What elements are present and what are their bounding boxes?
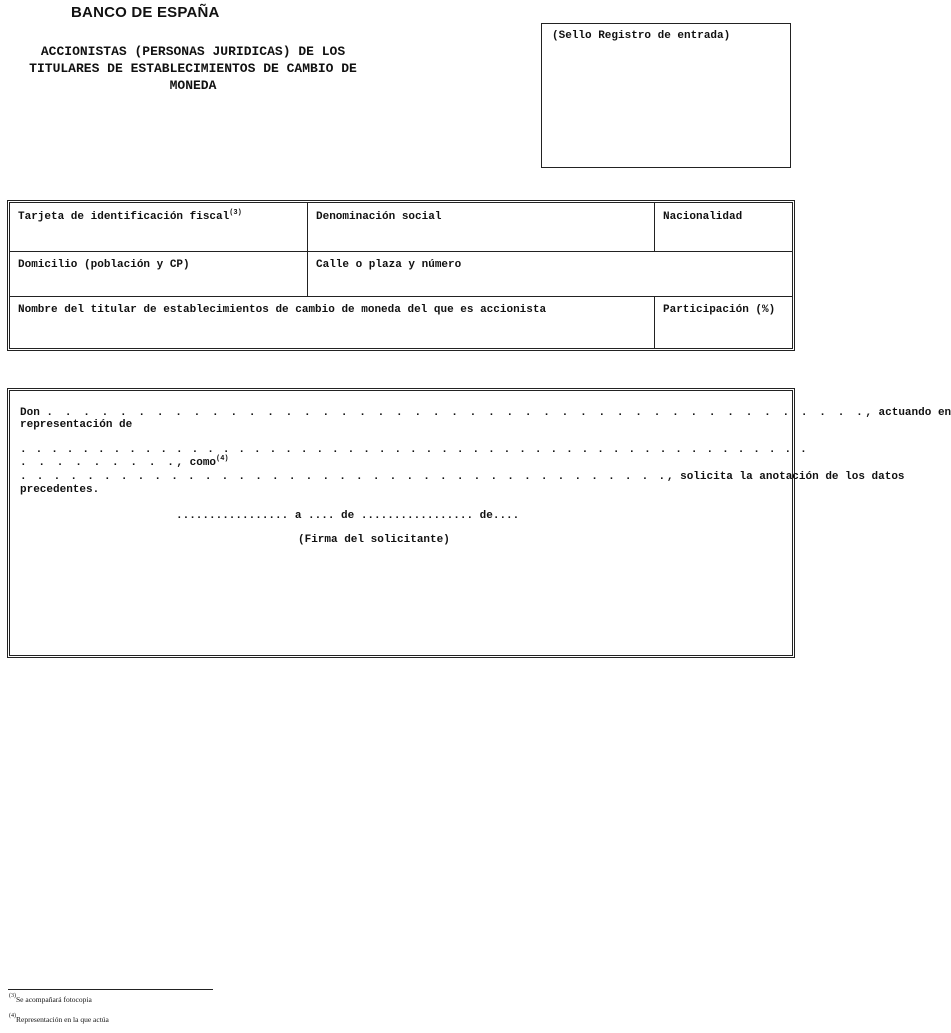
title-line-1: ACCIONISTAS (PERSONAS JURIDICAS) DE LOS — [40, 44, 346, 59]
footnote-4 — [9, 1015, 109, 1024]
domicile-label: Domicilio (población y CP) — [18, 259, 190, 271]
footnote-3 — [9, 995, 92, 1004]
applicant-data-table — [7, 200, 795, 351]
como-text: , como — [176, 457, 217, 469]
don-label: Don — [20, 407, 40, 419]
footnote-3-mark: (3) — [9, 993, 16, 999]
participation-field[interactable] — [654, 296, 792, 348]
footnote-divider — [8, 989, 213, 990]
street-field[interactable] — [307, 251, 792, 296]
representation-blank[interactable]: . . . . . . . . . . . . . . . . . . . . . . . . . . . . . . . . . . . . . . . . . . . . . . . . . . . — [20, 444, 808, 456]
company-name-field[interactable] — [307, 203, 654, 251]
holder-name-label: Nombre del titular de establecimientos de cambio de moneda del que es accionista — [18, 304, 547, 316]
table-row — [10, 296, 792, 348]
footnote-3-ref: (3) — [229, 209, 242, 217]
signature-label: (Firma del solicitante) — [298, 534, 450, 546]
participation-label: Participación (%) — [663, 304, 776, 316]
declaration-line-1 — [20, 407, 951, 419]
nif-label: Tarjeta de identificación fiscal$^{(3)}$ — [18, 209, 242, 223]
nationality-field[interactable] — [654, 203, 792, 251]
capacity-blank[interactable]: . . . . . . . . . . . . . . . . . . . . . . . . . . . . . . . . . . . . . . . — [20, 471, 667, 483]
nationality-label: Nacionalidad — [663, 211, 743, 223]
representation-label: representación de — [20, 419, 133, 431]
holder-name-field[interactable] — [10, 296, 654, 348]
acting-text: , actuando en — [865, 407, 951, 419]
declaration-line-3 — [20, 457, 229, 469]
stamp-box-label: (Sello Registro de entrada) — [552, 30, 731, 42]
footnote-4-mark: (4) — [9, 1013, 16, 1019]
street-label: Calle o plaza y número — [316, 259, 462, 271]
declaration-line-4 — [20, 471, 905, 483]
footnote-4-text: Representación en la que actúa — [16, 1015, 109, 1024]
registry-stamp-box — [541, 23, 791, 168]
place-date-blank[interactable]: ................. a .... de ................. de.... — [176, 510, 520, 522]
table-row — [10, 251, 792, 297]
company-name-label: Denominación social — [316, 211, 442, 223]
declaration-box — [7, 388, 951, 658]
solicita-text: , solicita la anotación de los datos — [666, 471, 905, 483]
bank-name: BANCO DE ESPAÑA — [71, 4, 220, 21]
nif-field[interactable] — [10, 203, 307, 251]
domicile-field[interactable] — [10, 251, 307, 296]
representation-blank-end[interactable]: . . . . . . . . . — [20, 457, 177, 469]
precedentes-text: precedentes. — [20, 484, 100, 496]
table-row — [10, 203, 792, 252]
footnote-3-text: Se acompañará fotocopia — [16, 995, 92, 1004]
title-line-2: TITULARES DE ESTABLECIMIENTOS DE CAMBIO DE — [29, 61, 357, 76]
title-line-3: MONEDA — [169, 78, 217, 93]
footnote-4-ref: (4) — [216, 455, 229, 463]
don-name-blank[interactable]: . . . . . . . . . . . . . . . . . . . . . . . . . . . . . . . . . . . . . . . . . . . . . — [46, 407, 866, 419]
form-title — [4, 43, 382, 94]
